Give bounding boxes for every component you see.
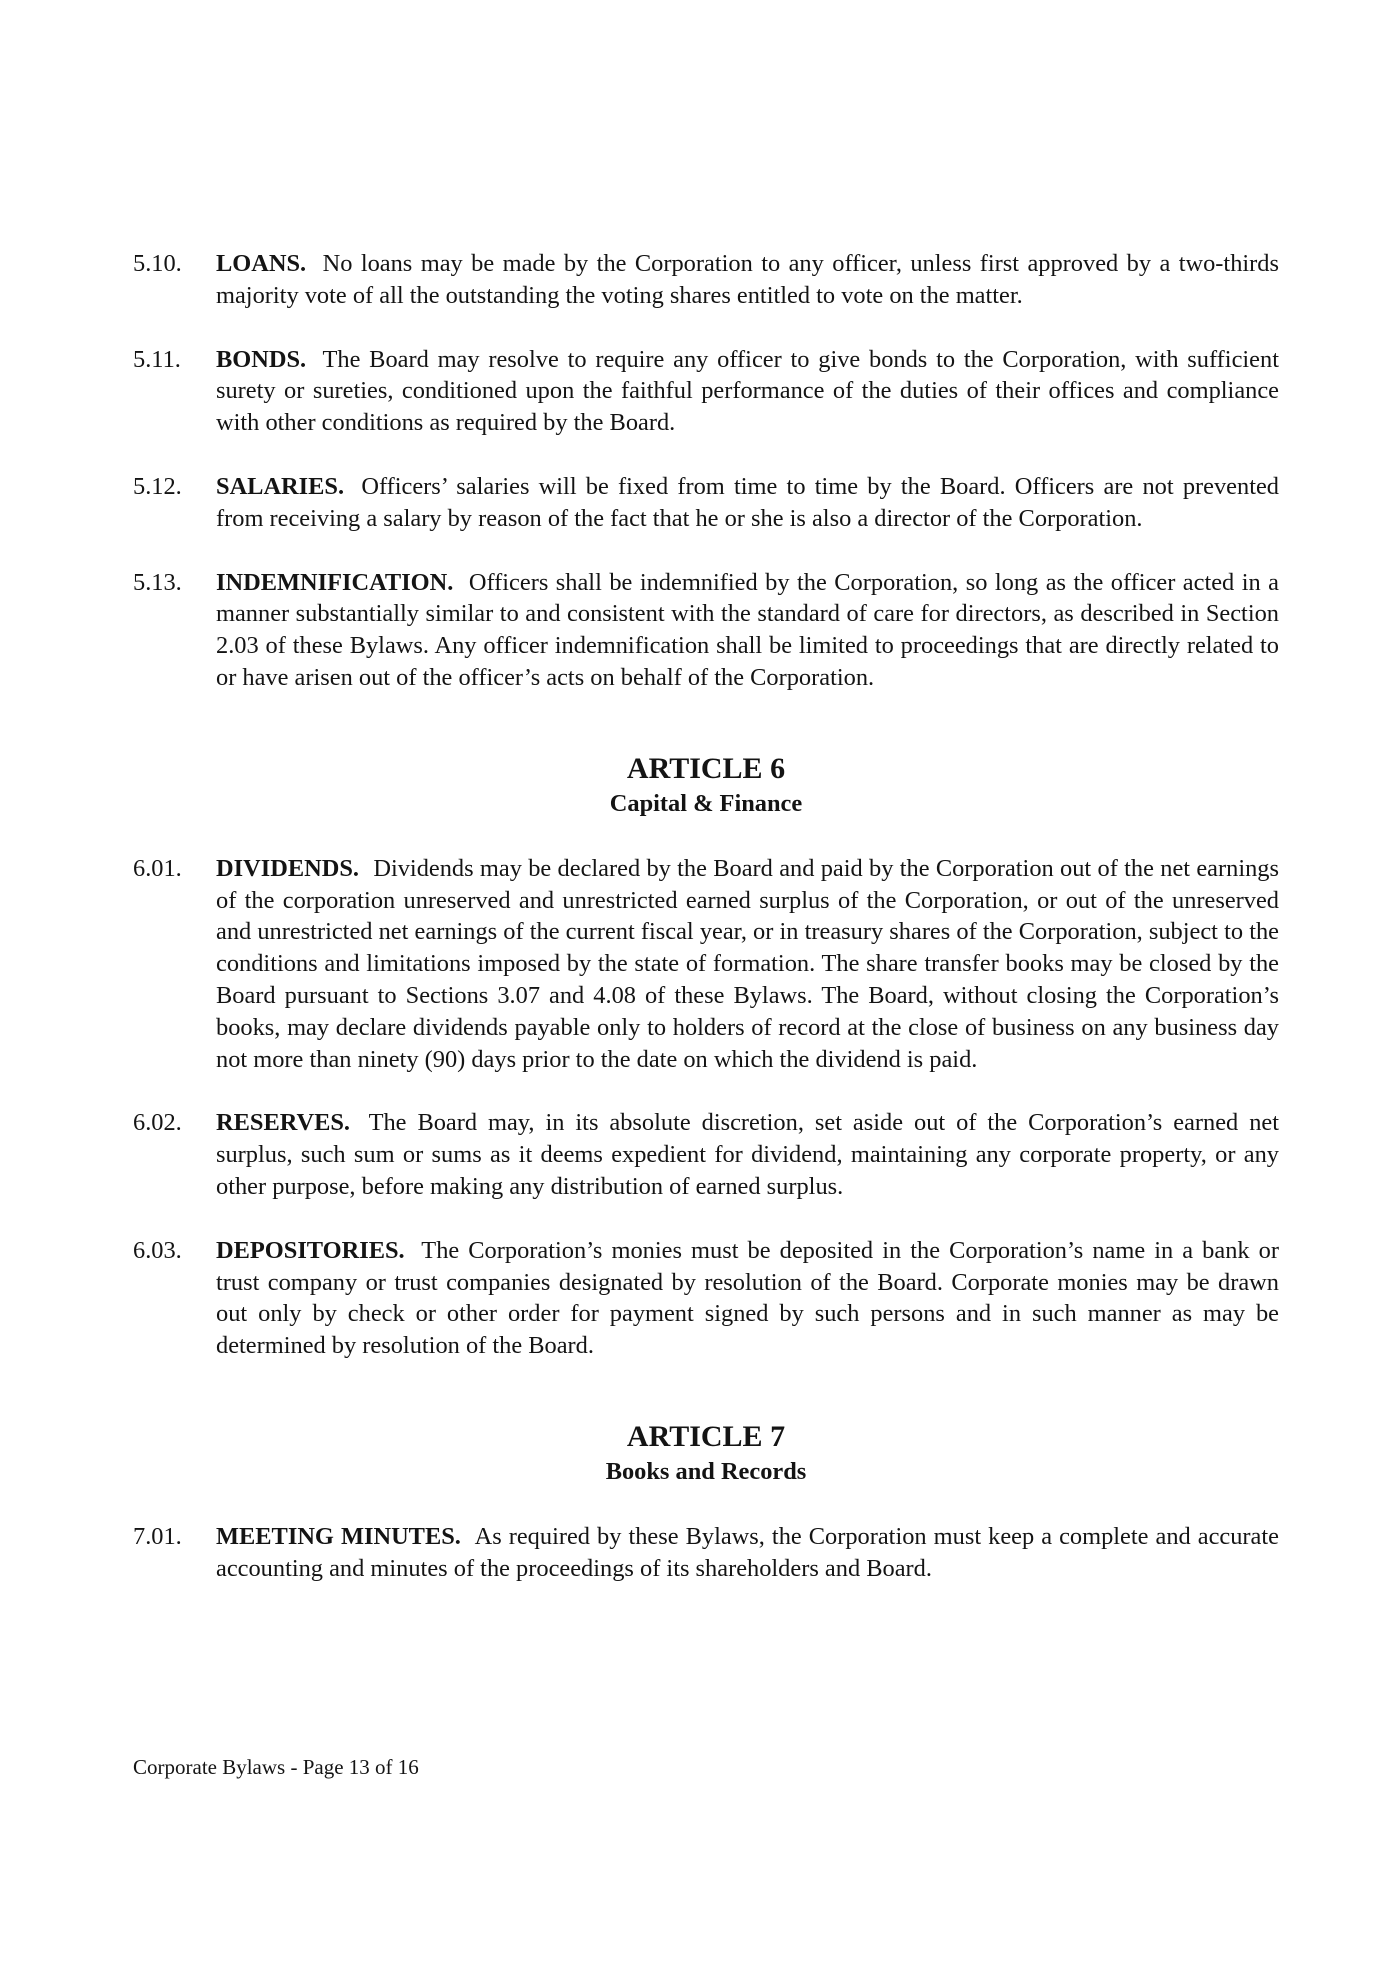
section-text: The Board may, in its absolute discretion, set aside out of the Corporation’s earned net surplus, such sum or sums as it deems expedient for dividend, maintaining any corporate property, or any other purpose, before making any distribution of earned surplus.	[216, 1109, 1279, 1200]
section-text: Dividends may be declared by the Board and paid by the Corporation out of the net earnings of the corporation unreserved and unrestricted earned surplus of the Corporation, or out of the unreserved and unrestricted net earnings of the current fiscal year, or in treasury shares of the Corporation, subject to the conditions and limitations imposed by the state of formation. The share transfer books may be closed by the Board pursuant to Sections 3.07 and 4.08 of these Bylaws. The Board, without closing the Corporation’s books, may declare dividends payable only to holders of record at the close of business on any business day not more than ninety (90) days prior to the date on which the dividend is paid.	[216, 854, 1279, 1073]
section-text: As required by these Bylaws, the Corporation must keep a complete and accurate accounting and minutes of the proceedings of its shareholders and Board.	[216, 1522, 1279, 1582]
section-number: 5.10.	[133, 250, 182, 277]
section-6-02	[133, 1107, 1279, 1202]
section-text: The Board may resolve to require any officer to give bonds to the Corporation, with sufficient surety or sureties, conditioned upon the faithful performance of the duties of their offices and compliance with other conditions as required by the Board.	[216, 345, 1279, 437]
section-body	[216, 471, 1279, 535]
section-5-10	[133, 248, 1279, 312]
section-body	[216, 567, 1279, 694]
section-6-03	[133, 1235, 1279, 1362]
section-heading: BONDS.	[216, 345, 307, 373]
section-heading: RESERVES.	[216, 1109, 351, 1137]
article-title: ARTICLE 6	[626, 751, 786, 785]
section-7-01	[133, 1521, 1279, 1585]
section-body	[216, 1107, 1279, 1202]
section-number: 6.03.	[133, 1236, 182, 1264]
article-title: ARTICLE 7	[626, 1419, 786, 1453]
section-heading: DIVIDENDS.	[216, 854, 359, 882]
section-number: 6.01.	[133, 854, 182, 882]
section-heading: DEPOSITORIES.	[216, 1236, 405, 1264]
section-body	[216, 1521, 1279, 1585]
section-5-12	[133, 471, 1279, 535]
section-text: The Corporation’s monies must be deposited in the Corporation’s name in a bank or trust company or trust companies designated by resolution of the Board. Corporate monies may be drawn out only by check or other order for payment signed by such persons and in such manner as may be determined by resolution of the Board.	[216, 1236, 1279, 1360]
section-text: Officers’ salaries will be fixed from time to time by the Board. Officers are not prevented from receiving a salary by reason of the fact that he or she is also a director of the Corporation.	[216, 472, 1279, 532]
section-text: No loans may be made by the Corporation to any officer, unless first approved by a two-thirds majority vote of all the outstanding the voting shares entitled to vote on the matter.	[216, 250, 1279, 309]
document-content	[133, 248, 1279, 1617]
page-footer: Corporate Bylaws - Page 13 of 16	[133, 1755, 419, 1779]
section-number: 5.12.	[133, 472, 182, 500]
section-number: 7.01.	[133, 1522, 182, 1550]
article-6-header	[133, 750, 1279, 819]
article-subtitle: Books and Records	[605, 1457, 807, 1485]
section-body	[216, 344, 1279, 439]
section-heading: SALARIES.	[216, 472, 345, 500]
section-text: Officers shall be indemnified by the Corporation, so long as the officer acted in a manner substantially similar to and consistent with the standard of care for directors, as described in Section 2.03 of these Bylaws. Any officer indemnification shall be limited to proceedings that are directly related to or have arisen out of the officer’s acts on behalf of the Corporation.	[216, 568, 1279, 691]
section-heading: INDEMNIFICATION.	[216, 568, 454, 596]
section-number: 5.11.	[133, 345, 181, 373]
section-heading: LOANS.	[216, 250, 307, 277]
section-5-13	[133, 567, 1279, 694]
section-6-01	[133, 853, 1279, 1076]
section-body	[216, 248, 1279, 312]
section-5-11	[133, 344, 1279, 439]
section-body	[216, 1235, 1279, 1362]
article-7-header	[133, 1418, 1279, 1487]
section-number: 6.02.	[133, 1109, 182, 1137]
section-number: 5.13.	[133, 568, 182, 596]
section-heading: MEETING MINUTES.	[216, 1522, 461, 1550]
article-subtitle: Capital & Finance	[609, 789, 803, 817]
section-body	[216, 853, 1279, 1076]
